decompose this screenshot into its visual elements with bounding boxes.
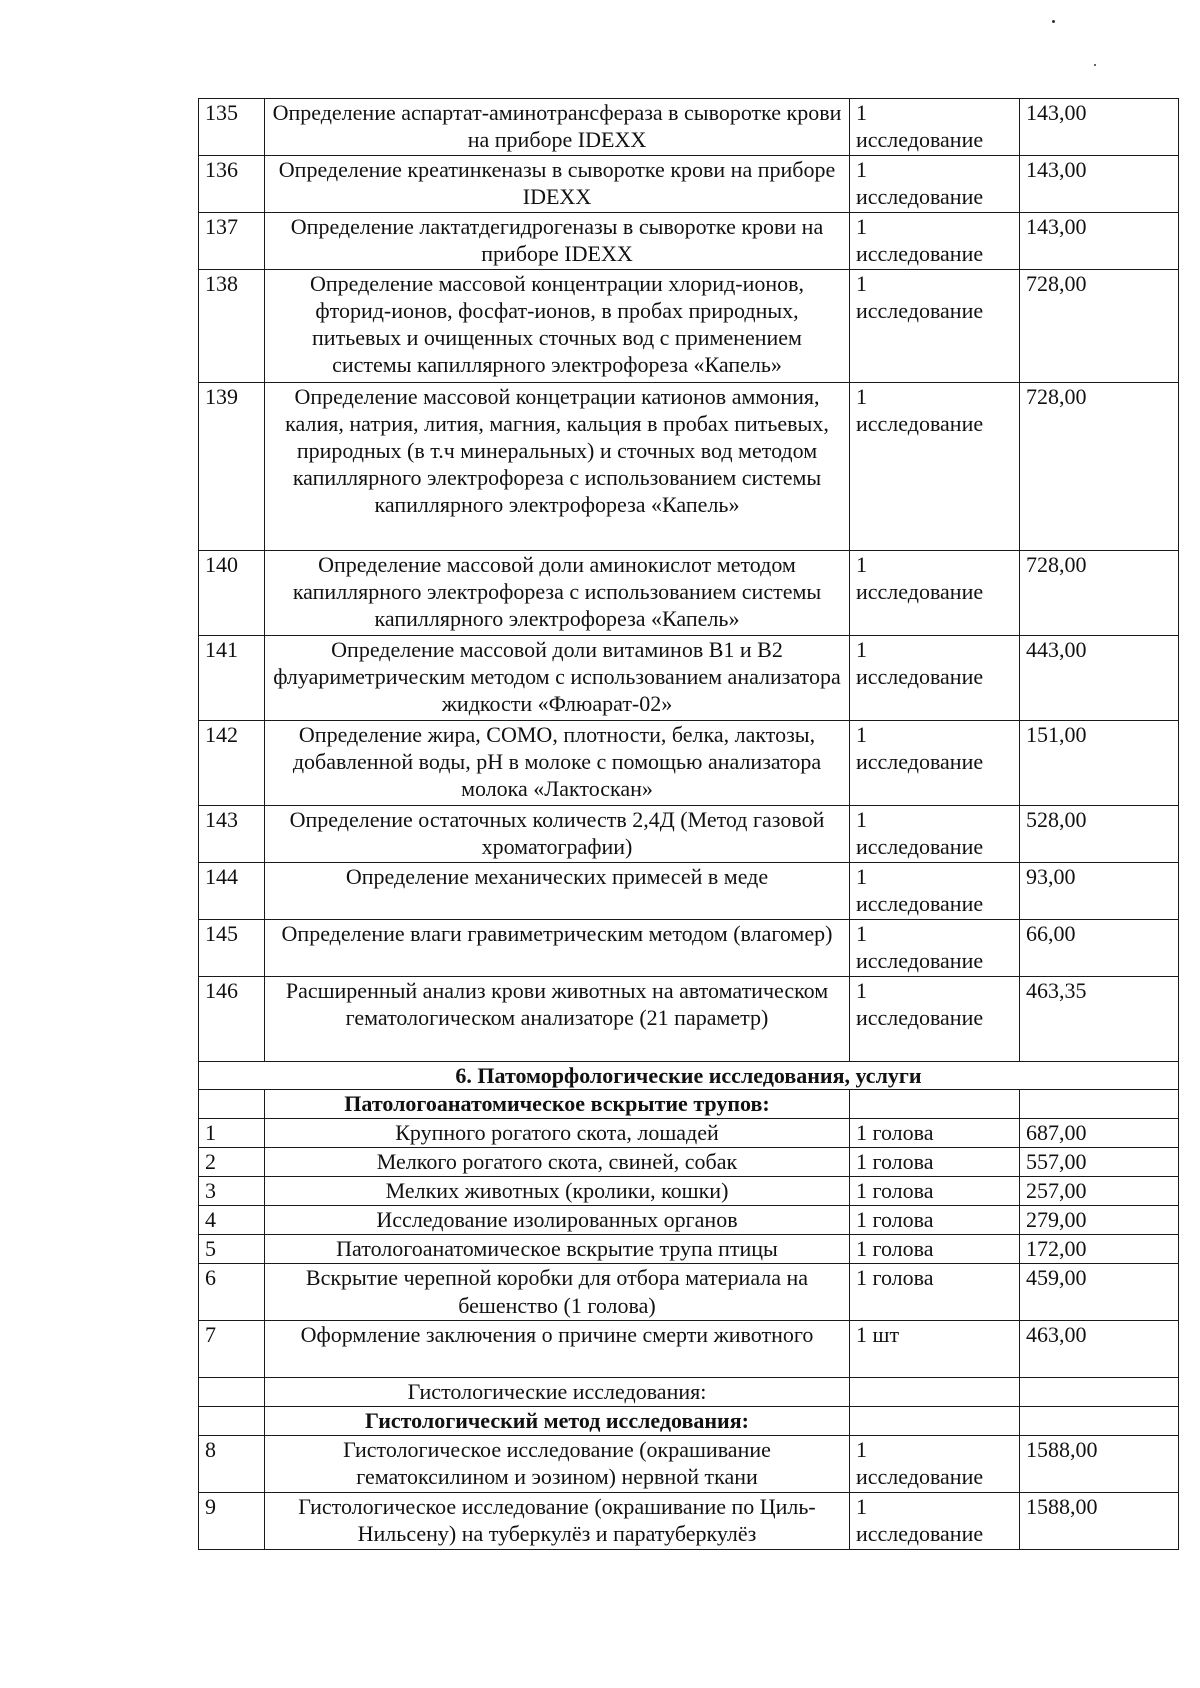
price-value: 1588,00 [1020, 1493, 1179, 1550]
service-name: Мелкого рогатого скота, свиней, собак [265, 1148, 850, 1177]
unit-label: 1 голова [850, 1148, 1020, 1177]
unit-label: 1 шт [850, 1321, 1020, 1378]
scan-speck [1094, 64, 1096, 66]
row-number: 136 [199, 156, 265, 213]
unit-label: исследование [856, 1005, 984, 1030]
row-number: 140 [199, 551, 265, 636]
price-value: 1588,00 [1020, 1436, 1179, 1493]
service-name: Определение массовой концентрации хлорид-ионов, фторид-ионов, фосфат-ионов, в пробах природных, питьевых и очищенных сточных вод с применением системы капиллярного электрофореза «Капель» [265, 270, 850, 383]
row-number: 139 [199, 383, 265, 551]
unit-qty: 1 [856, 637, 867, 662]
price-value: 151,00 [1020, 721, 1179, 806]
price-value: 66,00 [1020, 920, 1179, 977]
unit-cell [850, 636, 1020, 721]
empty-cell [1020, 1378, 1179, 1407]
row-number: 6 [199, 1264, 265, 1321]
unit-cell [850, 920, 1020, 977]
unit-cell [850, 99, 1020, 156]
table-row [199, 1235, 1179, 1264]
unit-cell [850, 1493, 1020, 1550]
unit-qty: 1 [856, 1437, 867, 1462]
price-value: 279,00 [1020, 1206, 1179, 1235]
unit-qty: 1 [856, 100, 867, 125]
row-number: 2 [199, 1148, 265, 1177]
unit-qty: 1 [856, 214, 867, 239]
price-table [198, 98, 1179, 1550]
row-number: 138 [199, 270, 265, 383]
unit-cell [850, 213, 1020, 270]
unit-label: исследование [856, 127, 984, 152]
unit-qty: 1 [856, 1494, 867, 1519]
empty-cell [850, 1407, 1020, 1436]
row-number: 137 [199, 213, 265, 270]
unit-label: исследование [856, 891, 984, 916]
unit-label: исследование [856, 834, 984, 859]
subheading-row [199, 1378, 1179, 1407]
table-row [199, 1206, 1179, 1235]
price-value: 728,00 [1020, 551, 1179, 636]
service-name: Расширенный анализ крови животных на автоматическом гематологическом анализаторе (21 параметр) [265, 977, 850, 1062]
unit-cell [850, 551, 1020, 636]
service-name: Гистологическое исследование (окрашивание по Циль-Нильсену) на туберкулёз и паратуберкулёз [265, 1493, 850, 1550]
row-number: 1 [199, 1119, 265, 1148]
unit-label: исследование [856, 1521, 984, 1546]
service-name: Определение массовой доли аминокислот методом капиллярного электрофореза с использованием системы капиллярного электрофореза «Капель» [265, 551, 850, 636]
unit-label: 1 голова [850, 1177, 1020, 1206]
subheading-histology-method: Гистологический метод исследования: [265, 1407, 850, 1436]
empty-cell [199, 1090, 265, 1119]
subheading-histology: Гистологические исследования: [265, 1378, 850, 1407]
service-name: Определение остаточных количеств 2,4Д (Метод газовой хроматографии) [265, 806, 850, 863]
table-row [199, 920, 1179, 977]
section-row [199, 1062, 1179, 1090]
service-name: Патологоанатомическое вскрытие трупа птицы [265, 1235, 850, 1264]
price-value: 143,00 [1020, 213, 1179, 270]
table-row [199, 806, 1179, 863]
row-number: 9 [199, 1493, 265, 1550]
price-value: 728,00 [1020, 383, 1179, 551]
table-row [199, 1321, 1179, 1378]
table-row [199, 636, 1179, 721]
unit-label: исследование [856, 664, 984, 689]
table-row [199, 1493, 1179, 1550]
table-row [199, 977, 1179, 1062]
table-row [199, 99, 1179, 156]
table-row [199, 1177, 1179, 1206]
unit-label: исследование [856, 579, 984, 604]
row-number: 141 [199, 636, 265, 721]
unit-label: 1 голова [850, 1235, 1020, 1264]
section-title: 6. Патоморфологические исследования, услуги [199, 1062, 1179, 1090]
service-name: Гистологическое исследование (окрашивание гематоксилином и эозином) нервной ткани [265, 1436, 850, 1493]
unit-qty: 1 [856, 552, 867, 577]
empty-cell [850, 1090, 1020, 1119]
row-number: 145 [199, 920, 265, 977]
unit-cell [850, 156, 1020, 213]
unit-cell [850, 806, 1020, 863]
service-name: Оформление заключения о причине смерти животного [265, 1321, 850, 1378]
unit-qty: 1 [856, 722, 867, 747]
table-row [199, 863, 1179, 920]
empty-cell [199, 1407, 265, 1436]
unit-qty: 1 [856, 921, 867, 946]
subheading-row [199, 1090, 1179, 1119]
service-name: Мелких животных (кролики, кошки) [265, 1177, 850, 1206]
price-value: 557,00 [1020, 1148, 1179, 1177]
table-row [199, 383, 1179, 551]
price-value: 143,00 [1020, 156, 1179, 213]
service-name: Определение массовой доли витаминов В1 и В2 флуариметрическим методом с использованием анализатора жидкости «Флюарат-02» [265, 636, 850, 721]
unit-label: 1 голова [850, 1264, 1020, 1321]
price-value: 257,00 [1020, 1177, 1179, 1206]
unit-label: исследование [856, 298, 984, 323]
unit-cell [850, 1436, 1020, 1493]
row-number: 5 [199, 1235, 265, 1264]
scan-speck [1052, 20, 1055, 23]
service-name: Крупного рогатого скота, лошадей [265, 1119, 850, 1148]
table-row [199, 270, 1179, 383]
unit-cell [850, 383, 1020, 551]
price-value: 463,00 [1020, 1321, 1179, 1378]
table-row [199, 156, 1179, 213]
row-number: 7 [199, 1321, 265, 1378]
service-name: Определение жира, СОМО, плотности, белка, лактозы, добавленной воды, pH в молоке с помощью анализатора молока «Лактоскан» [265, 721, 850, 806]
service-name: Вскрытие черепной коробки для отбора материала на бешенство (1 голова) [265, 1264, 850, 1321]
empty-cell [199, 1378, 265, 1407]
subheading-autopsy: Патологоанатомическое вскрытие трупов: [265, 1090, 850, 1119]
unit-label: исследование [856, 241, 984, 266]
unit-cell [850, 977, 1020, 1062]
table-row [199, 1119, 1179, 1148]
price-value: 528,00 [1020, 806, 1179, 863]
service-name: Определение массовой концетрации катионов аммония, калия, натрия, лития, магния, кальция в пробах питьевых, природных (в т.ч минеральных) и сточных вод методом капиллярного электрофореза с использованием системы капиллярного электрофореза «Капель» [265, 383, 850, 551]
empty-cell [1020, 1407, 1179, 1436]
unit-qty: 1 [856, 157, 867, 182]
unit-label: исследование [856, 411, 984, 436]
service-name: Определение лактатдегидрогеназы в сыворотке крови на приборе IDEXX [265, 213, 850, 270]
price-value: 728,00 [1020, 270, 1179, 383]
unit-label: 1 голова [850, 1119, 1020, 1148]
price-value: 143,00 [1020, 99, 1179, 156]
unit-qty: 1 [856, 807, 867, 832]
row-number: 135 [199, 99, 265, 156]
table-row [199, 721, 1179, 806]
row-number: 8 [199, 1436, 265, 1493]
row-number: 146 [199, 977, 265, 1062]
empty-cell [850, 1378, 1020, 1407]
price-value: 687,00 [1020, 1119, 1179, 1148]
unit-label: исследование [856, 184, 984, 209]
empty-cell [1020, 1090, 1179, 1119]
table-row [199, 213, 1179, 270]
price-value: 172,00 [1020, 1235, 1179, 1264]
service-name: Определение аспартат-аминотрансфераза в сыворотке крови на приборе IDEXX [265, 99, 850, 156]
service-name: Исследование изолированных органов [265, 1206, 850, 1235]
row-number: 3 [199, 1177, 265, 1206]
unit-label: 1 голова [850, 1206, 1020, 1235]
table-row [199, 1436, 1179, 1493]
service-name: Определение механических примесей в меде [265, 863, 850, 920]
unit-qty: 1 [856, 864, 867, 889]
unit-qty: 1 [856, 978, 867, 1003]
service-name: Определение креатинкеназы в сыворотке крови на приборе IDEXX [265, 156, 850, 213]
table-row [199, 1148, 1179, 1177]
price-value: 93,00 [1020, 863, 1179, 920]
price-value: 443,00 [1020, 636, 1179, 721]
row-number: 144 [199, 863, 265, 920]
service-name: Определение влаги гравиметрическим методом (влагомер) [265, 920, 850, 977]
unit-label: исследование [856, 749, 984, 774]
unit-qty: 1 [856, 384, 867, 409]
price-value: 463,35 [1020, 977, 1179, 1062]
unit-label: исследование [856, 1464, 984, 1489]
unit-cell [850, 863, 1020, 920]
table-row [199, 1264, 1179, 1321]
price-value: 459,00 [1020, 1264, 1179, 1321]
unit-qty: 1 [856, 271, 867, 296]
unit-cell [850, 721, 1020, 806]
row-number: 4 [199, 1206, 265, 1235]
unit-cell [850, 270, 1020, 383]
table-row [199, 551, 1179, 636]
row-number: 142 [199, 721, 265, 806]
row-number: 143 [199, 806, 265, 863]
unit-label: исследование [856, 948, 984, 973]
subheading-row [199, 1407, 1179, 1436]
